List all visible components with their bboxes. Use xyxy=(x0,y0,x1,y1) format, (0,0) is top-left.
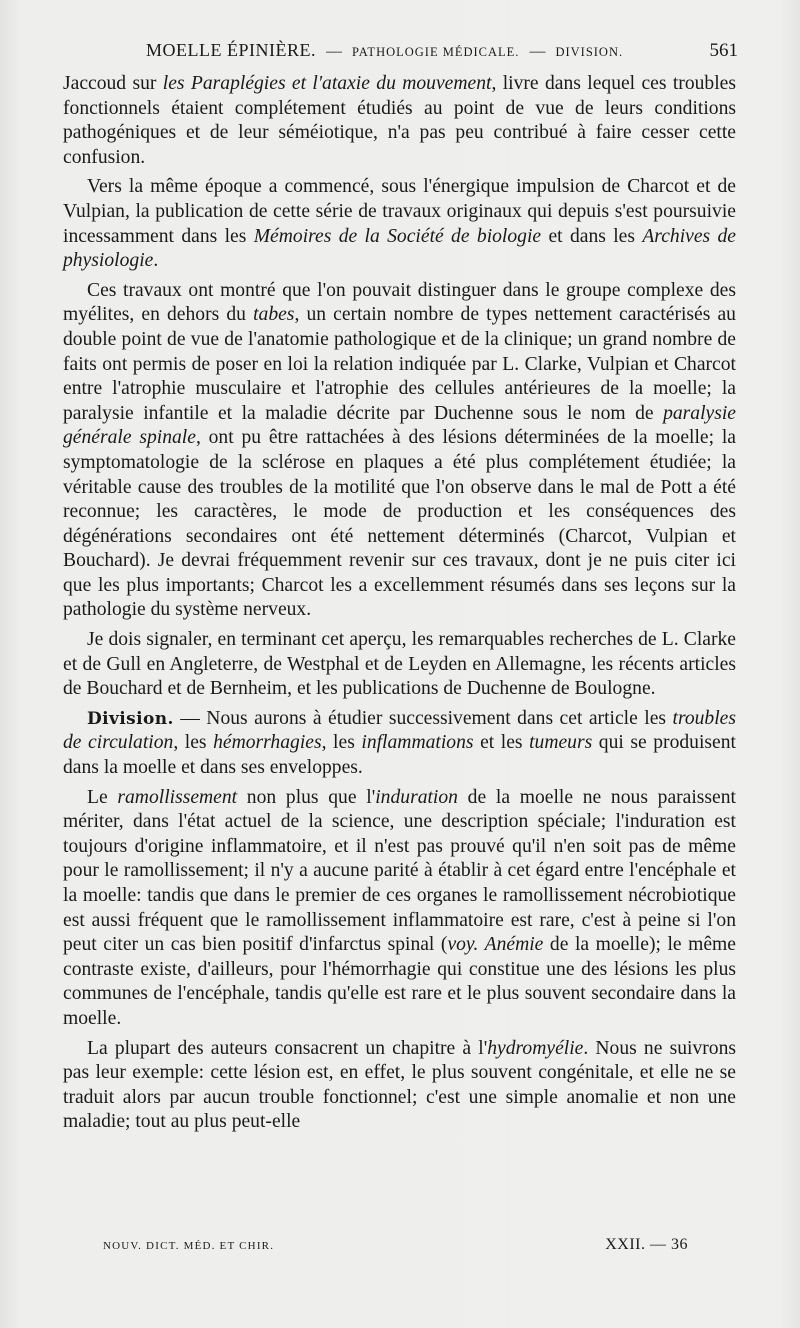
body-text xyxy=(63,72,736,1135)
italic-term: tabes xyxy=(253,304,295,326)
text-run: non plus que l' xyxy=(237,786,376,808)
footer-signature: NOUV. DICT. MÉD. ET CHIR. xyxy=(103,1240,275,1252)
text-run: , livre dans lequel ces troubles fonctionnels étaient complétement étudiés au point de vue de leurs conditions pathogéniques et de leur séméiotique, n'a pas peu contribué à faire cesser cette confusion. xyxy=(63,73,736,168)
header-separator: — xyxy=(529,43,546,60)
text-run: — Nous aurons à étudier successivement dans cet article les xyxy=(173,707,673,729)
italic-term: hémorrhagies xyxy=(213,732,322,754)
text-run: , ont pu être rattachées à des lésions déterminées de la moelle; la symptomatologie de la sclérose en plaques a été plus complétement étudiée; la véritable cause des troubles de la motilité que l'on observe dans le mal de Pott a été reconnue; les caractères, le mode de production et les conséquences des dégénérations secondaires ont été nettement déterminés (Charcot, Vulpian et Bouchard). Je devrai fréquemment revenir sur ces travaux, dont je ne puis citer ici que les plus importants; Charcot les a excellemment résumés dans ses leçons sur la pathologie du système nerveux. xyxy=(63,427,736,621)
text-run: Je dois signaler, en terminant cet aperçu, les remarquables recherches de L. Clarke et de Gull en Angleterre, de Westphal et de Leyden en Allemagne, les récents articles de Bouchard et de Bernheim, et les publications de Duchenne de Boulogne. xyxy=(63,629,736,700)
text-run: La plupart des auteurs consacrent un chapitre à l' xyxy=(87,1037,488,1059)
text-run: . xyxy=(153,250,159,272)
page-number: 561 xyxy=(709,40,738,61)
paragraph-2 xyxy=(63,175,736,273)
italic-title: Mémoires de la Société de biologie xyxy=(253,225,542,247)
italic-term: troubles de circulation xyxy=(63,707,736,754)
text-run: qui se produisent dans la moelle et dans ses enveloppes. xyxy=(63,732,736,779)
text-run: et dans les xyxy=(541,225,643,247)
text-run: Jaccoud sur xyxy=(63,73,163,94)
italic-title: Archives de physiologie xyxy=(63,225,737,272)
text-run: . Nous ne suivrons pas leur exemple: cette lésion est, en effet, le plus souvent congénitale, et elle ne se traduit alors par aucun trouble fonctionnel; c'est une simple anomalie et non une maladie; tout au plus peut-elle xyxy=(63,1037,736,1133)
italic-term: hydromyélie xyxy=(487,1037,584,1059)
paragraph-7 xyxy=(63,1037,736,1135)
italic-title: les Paraplégies et l'ataxie du mouvement xyxy=(162,73,492,94)
header-separator: — xyxy=(325,43,342,60)
text-run: de la moelle); le même contraste existe, d'ailleurs, pour l'hémorrhagie qui constitue une des lésions les plus communes de l'encéphale, tandis qu'elle est rare et le plus souvent secondaire dans la moelle. xyxy=(63,934,736,1029)
paragraph-3 xyxy=(63,279,736,623)
header-title: MOELLE ÉPINIÈRE. xyxy=(146,40,316,60)
text-run: , un certain nombre de types nettement caractérisés au double point de vue de l'anatomie pathologique et de la clinique; un grand nombre de faits ont permis de poser en loi la relation indiquée par L. Clarke, Vulpian et Charcot entre l'atrophie musculaire et l'atrophie des cellules antérieures de la moelle; la paralysie infantile et la maladie décrite par Duchenne sous le nom de xyxy=(63,304,736,424)
section-lead: Division. xyxy=(87,708,174,729)
italic-term: inflammations xyxy=(361,732,474,754)
text-run: Ces travaux ont montré que l'on pouvait distinguer dans le groupe complexe des myélites, en dehors du xyxy=(63,279,736,326)
text-run: Le xyxy=(87,786,118,808)
italic-term: induration xyxy=(375,786,458,808)
italic-term: tumeurs xyxy=(529,732,593,754)
paragraph-5 xyxy=(63,707,736,781)
footer-volume: XXII. — 36 xyxy=(605,1236,688,1253)
italic-term: paralysie générale spinale xyxy=(63,402,736,449)
italic-term: ramollissement xyxy=(117,786,238,808)
running-head xyxy=(146,40,738,68)
text-run: et les xyxy=(473,732,530,754)
text-run: de la moelle ne nous paraissent mériter, dans l'état actuel de la science, une description spéciale; l'induration est toujours d'origine inflammatoire, et il n'est pas prouvé qu'il n'en soit pas de même pour le ramollissement; il n'y a aucune parité à établir à cet égard entre l'encéphale et la moelle: tandis que dans le premier de ces organes le ramollissement nécrobiotique est aussi fréquent que le ramollissement inflammatoire est rare, c'est à peine si l'on peut citer un cas bien positif d'infarctus spinal ( xyxy=(63,786,736,956)
text-run: , les xyxy=(321,732,362,754)
paragraph-6 xyxy=(63,786,736,1032)
text-run: , les xyxy=(173,732,214,754)
text-run: Vers la même époque a commencé, sous l'énergique impulsion de Charcot et de Vulpian, la publication de cette série de travaux originaux qui depuis s'est poursuivie incessamment dans les xyxy=(63,176,736,247)
paragraph-4 xyxy=(63,628,736,702)
header-section: PATHOLOGIE MÉDICALE. xyxy=(351,45,520,59)
paragraph-1 xyxy=(63,72,736,170)
italic-reference: voy. Anémie xyxy=(447,934,544,956)
header-subsection: DIVISION. xyxy=(555,45,624,59)
page-footer xyxy=(103,1236,688,1254)
